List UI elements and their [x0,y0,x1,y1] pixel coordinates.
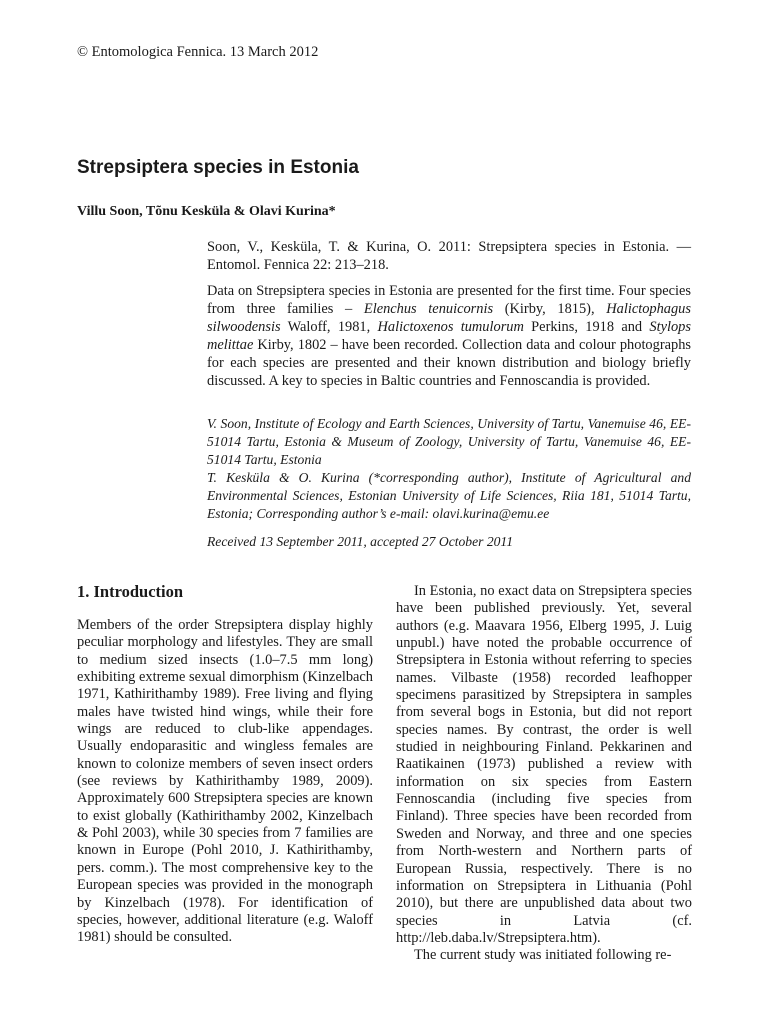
abstract-text: Data on Strepsiptera species in Estonia are presented for the first time. Four species from three families – [207,283,691,317]
abstract-text: Kirby, 1802 – have been recorded. Collection data and colour photographs for each species are presented and their known distribution and biology briefly discussed. A key to species in Baltic countries and Fennoscandia is provided. [207,337,691,389]
introduction-left-column: Members of the order Strepsiptera display highly peculiar morphology and lifestyles. They are small to medium sized insects (1.0–7.5 mm long) exhibiting extreme sexual dimorphism (Kinzelbach 1971, Kathirithamby 1989). Free living and flying males have twisted hind wings, while their fore wings are reduced to club-like appendages. Usually endoparasitic and wingless females are known to colonize members of seven insect orders (see reviews by Kathirithamby 1989, 2009). Approximately 600 Strepsiptera species are known to exist globally (Kathirithamby 2002, Kinzelbach & Pohl 2003), while 30 species from 7 families are known in Europe (Pohl 2010, J. Kathirithamby, pers. comm.). The most comprehensive key to the European species was provided in the monograph by Kinzelbach (1978). For identification of species, however, additional literature (e.g. Waloff 1981) should be consulted. [77,617,373,946]
affiliations [207,415,691,523]
abstract-text: Waloff, 1981, [280,319,378,335]
affiliation-keskula-kurina: T. Kesküla & O. Kurina (*corresponding author), Institute of Agricultural and Environmental Sciences, Estonian University of Life Sciences, Riia 181, 51014 Tartu, Estonia; Corresponding author’s e-mail: olavi.kurina@emu.ee [207,470,691,521]
species-name: Halictoxenos tumulorum [377,319,524,335]
received-dates: Received 13 September 2011, accepted 27 October 2011 [207,534,513,549]
introduction-paragraph: In Estonia, no exact data on Strepsiptera species have been published previously. Yet, several authors (e.g. Maavara 1956, Elberg 1995, J. Luig unpubl.) have noted the probable occurrence of Strepsiptera in Estonia without referring to species names. Vilbaste (1958) recorded leafhopper specimens parasitized by Strepsiptera in samples from several bogs in Estonia, but did not report species names. By contrast, the order is well studied in neighbouring Finland. Pekkarinen and Raatikainen (1973) published a review with information on six species from Eastern Fennoscandia (including five species from Finland). Three species have been recorded from Sweden and Norway, and three and one species from North-western and Northern parts of European Russia, respectively. There is no information on Strepsiptera in Lithuania (Pohl 2010), but there are unpublished data about two species in Latvia (cf. http://leb.daba.lv/Strepsiptera.htm). [396,583,692,946]
abstract-text: (Kirby, 1815), [493,301,607,317]
introduction-right-column [396,583,692,965]
article-authors: Villu Soon, Tõnu Kesküla & Olavi Kurina* [77,204,336,219]
abstract [207,282,691,390]
species-name: Halictophagus silwoodensis [207,301,691,335]
journal-copyright: © Entomologica Fennica. 13 March 2012 [77,44,319,60]
introduction-paragraph: The current study was initiated following re- [414,947,672,964]
article-title: Strepsiptera species in Estonia [77,157,359,178]
species-name: Elenchus tenuicornis [363,301,494,317]
affiliation-soon: V. Soon, Institute of Ecology and Earth Sciences, University of Tartu, Vanemuise 46, EE-51014 Tartu, Estonia & Museum of Zoology, University of Tartu, Vanemuise 46, EE-51014 Tartu, Estonia [207,416,691,467]
species-name: Stylops melittae [207,319,691,353]
abstract-text: Perkins, 1918 and [523,319,650,335]
section-heading-introduction: 1. Introduction [77,582,184,601]
citation: Soon, V., Kesküla, T. & Kurina, O. 2011: Strepsiptera species in Estonia. — Entomol. Fennica 22: 213–218. [207,239,691,273]
